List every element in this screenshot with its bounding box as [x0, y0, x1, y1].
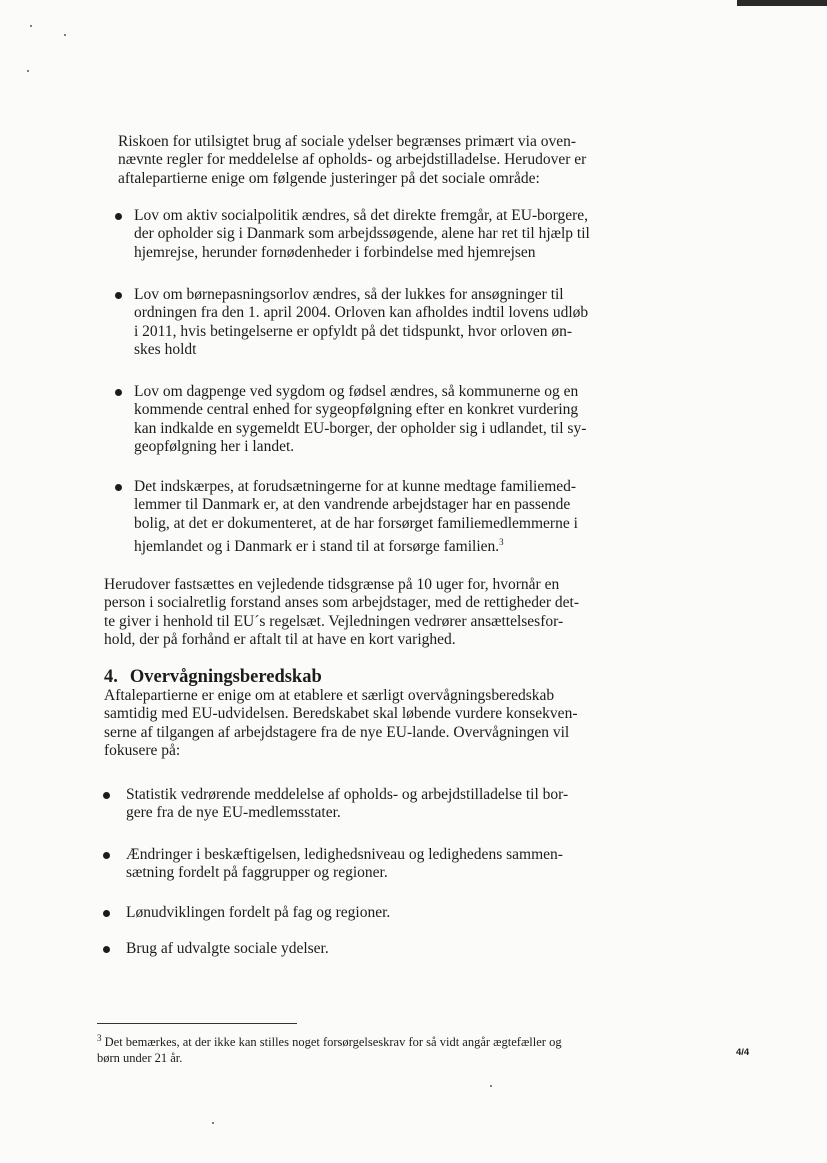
bullet-item — [134, 478, 624, 557]
section-number: 4. — [104, 667, 118, 687]
footnote-divider — [97, 1023, 297, 1024]
body-paragraph: Herudover fastsættes en vejledende tidsgrænse på 10 uger for, hvornår en person i socialretlig forstand anses som arbejdstager, med de rettigheder det- te giver i henhold til EU´s regelsæt. Vejledningen vedrører ansættelsesfor- hold, der på forhånd er aftalt til at have en kort varighed. — [104, 576, 579, 649]
bullet-item: Statistik vedrørende meddelelse af opholds- og arbejdstilladelse til bor- gere fra de nye EU-medlemsstater. — [126, 786, 569, 822]
scan-edge-mark — [737, 0, 827, 6]
scan-speck — [490, 1085, 492, 1087]
bullet-icon — [115, 292, 122, 299]
footnote-number: 3 — [97, 1033, 102, 1043]
bullet-item: Brug af udvalgte sociale ydelser. — [126, 940, 329, 957]
bullet-icon — [115, 213, 122, 220]
scan-speck — [64, 34, 66, 36]
bullet-icon — [115, 484, 122, 491]
scan-speck — [27, 70, 29, 72]
bullet-icon — [103, 792, 110, 799]
bullet-icon — [103, 910, 110, 917]
intro-paragraph: Riskoen for utilsigtet brug af sociale ydelser begrænses primært via oven- nævnte regler for meddelelse af opholds- og arbejdstilladelse. Herudover er aftalepartierne enige om følgende justeringer på det sociale område: — [118, 133, 587, 187]
scan-speck — [212, 1122, 214, 1124]
bullet-item: Lov om aktiv socialpolitik ændres, så det direkte fremgår, at EU-borgere, der opholder sig i Danmark som arbejdssøgende, alene har ret til hjælp til hjemrejse, herunder fornødenheder i forbindelse med hjemrejsen — [134, 207, 590, 261]
footnote-text: Det bemærkes, at der ikke kan stilles noget forsørgelseskrav for så vidt angår ægtefæller og børn under 21 år. — [97, 1035, 562, 1066]
section-heading — [104, 667, 322, 688]
footnote-reference: 3 — [499, 537, 504, 548]
bullet-item: Lønudviklingen fordelt på fag og regioner. — [126, 904, 391, 921]
bullet-item: Ændringer i beskæftigelsen, ledighedsniveau og ledighedens sammen- sætning fordelt på faggrupper og regioner. — [126, 846, 563, 882]
bullet-item: Lov om dagpenge ved sygdom og fødsel ændres, så kommunerne og en kommende central enhed for sygeopfølgning efter en konkret vurdering kan indkalde en sygemeldt EU-borger, der opholder sig i udlandet, til sy- geopfølgning her i landet. — [134, 383, 587, 456]
bullet-icon — [115, 389, 122, 396]
bullet-item: Lov om børnepasningsorlov ændres, så der lukkes for ansøgninger til ordningen fra den 1. april 2004. Orloven kan afholdes indtil lovens udløb i 2011, hvis betingelserne er opfyldt på det tidspunkt, hvor orloven øn- skes holdt — [134, 286, 589, 359]
page-number: 4/4 — [736, 1047, 750, 1058]
section-title: Overvågningsberedskab — [129, 667, 322, 687]
footnote — [97, 1030, 617, 1066]
bullet-icon — [103, 946, 110, 953]
bullet-icon — [103, 852, 110, 859]
bullet-item-text: Det indskærpes, at forudsætningerne for at kunne medtage familiemed- lemmer til Danmark er, at den vandrende arbejdstager har en passende bolig, at det er dokumenteret, at de har forsørget familiemedlemmerne i hjemlandet og i Danmark er i stand til at forsørge familien. — [134, 478, 578, 556]
scan-speck — [30, 25, 32, 27]
section-intro-paragraph: Aftalepartierne er enige om at etablere et særligt overvågningsberedskab samtidig med EU-udvidelsen. Beredskabet skal løbende vurdere konsekven- serne af tilgangen af arbejdstagere fra de nye EU-lande. Overvågningen vil fokusere på: — [104, 687, 578, 760]
